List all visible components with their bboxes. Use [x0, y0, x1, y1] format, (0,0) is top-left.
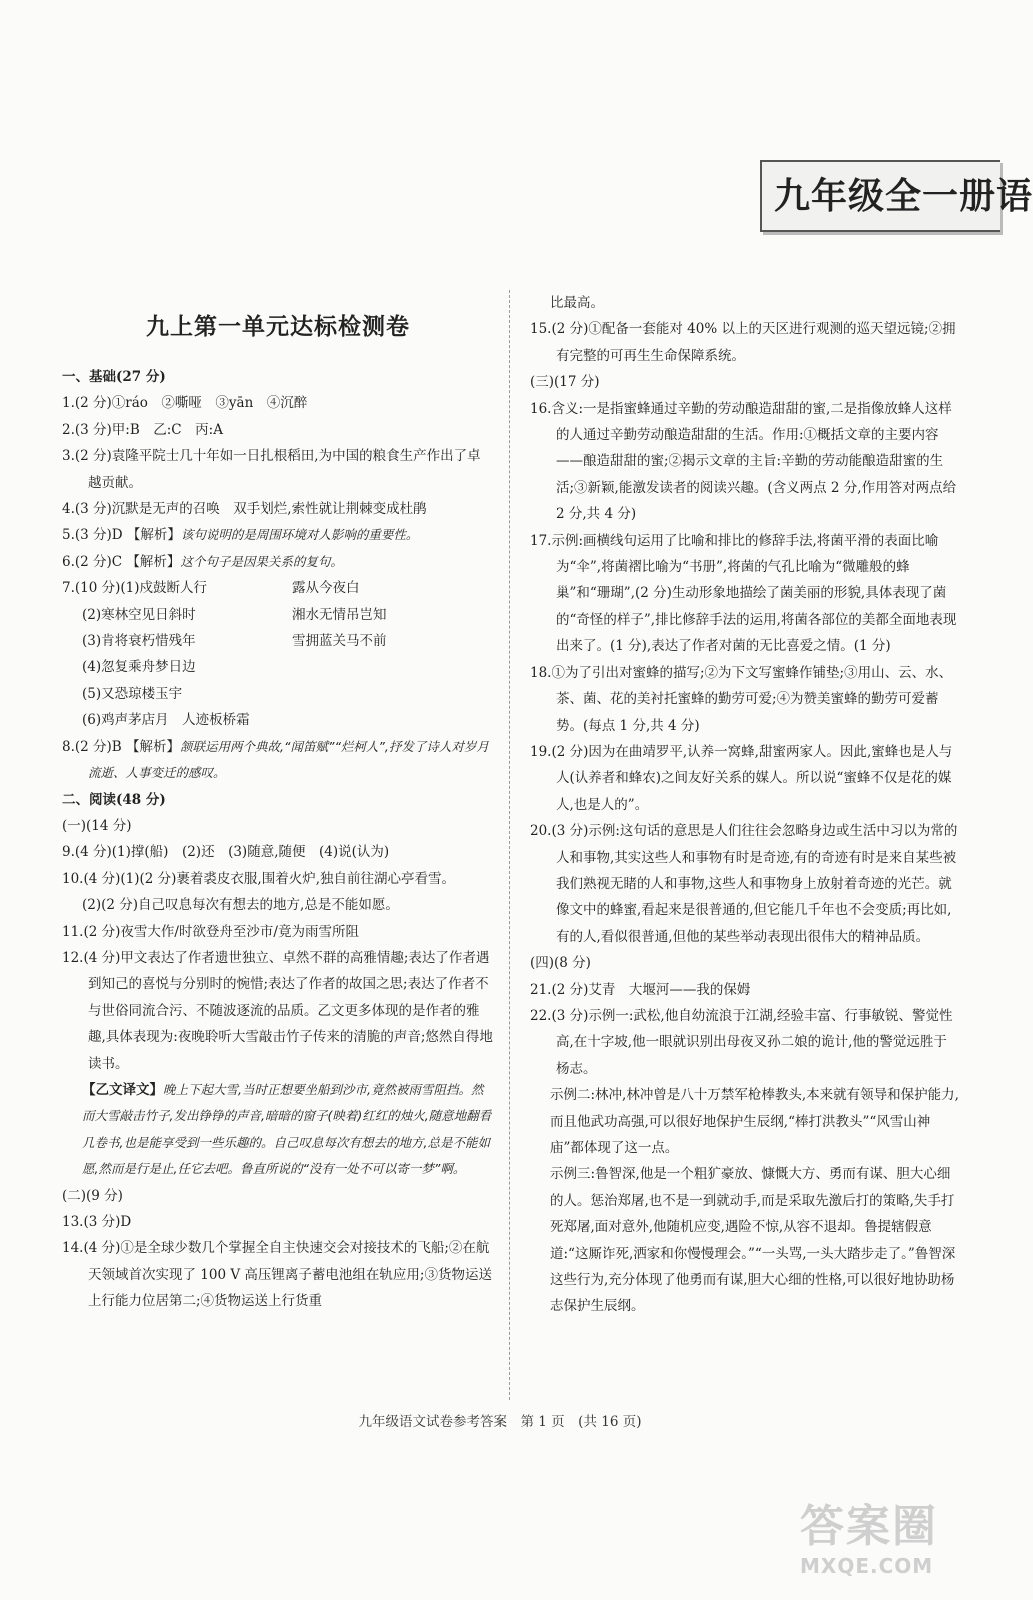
answer-7: 7.(10 分)(1)戍鼓断人行 露从今夜白 (2)寒林空见日斜时 湘水无情吊岂知 (3)肯将衰朽惜残年 雪拥蓝关马不前 (4)忽复乘舟梦日边 (5)又恐琼楼玉宇 (6)鸡声茅店月 人迹板桥霜 — [62, 580, 387, 729]
answer-20: 20.(3 分)示例:这句话的意思是人们往往会忽略身边或生活中习以为常的人和事物,其实这些人和事物有时是奇迹,有的奇迹有时是来自某些被我们熟视无睹的人和事物,这些人和事物身上放射着奇迹的光芒。就像文中的蜂蜜,看起来是很普通的,但它能几千年也不会变质;再比如,有的人,看似很普通,但他的某些举动表现出很伟大的精神品质。 — [530, 823, 958, 945]
column-divider — [509, 290, 510, 1400]
answer-8: 8.(2 分)B 【解析】颔联运用两个典故,“闻笛赋”“烂柯人”,抒发了诗人对岁月流逝、人事变迁的感叹。 — [62, 738, 489, 781]
answer-11: 11.(2 分)夜雪大作/时欲登舟至沙市/竟为雨雪所阻 — [62, 923, 359, 940]
answer-16: 16.含义:一是指蜜蜂通过辛勤的劳动酿造甜甜的蜜,二是指像放蜂人这样的人通过辛勤劳动酿造甜甜的生活。作用:①概括文章的主要内容——酿造甜甜的蜜;②揭示文章的主旨:辛勤的劳动能酿造甜蜜的生活;③新颖,能激发读者的阅读兴趣。(含义两点 2 分,作用答对两点给 2 分,共 4 分) — [530, 400, 957, 523]
answer-14: 14.(4 分)①是全球少数几个掌握全自主快速交会对接技术的飞船;②在航天领域首次实现了 100 V 高压锂离子蓄电池组在轨应用;③货物运送上行能力位居第二;④货物运送上行货重 — [62, 1240, 492, 1310]
subsection-3: (三)(17 分) — [530, 374, 600, 391]
answer-2: 2.(3 分)甲:B 乙:C 丙:A — [62, 421, 223, 438]
answer-10-part2: (2)(2 分)自己叹息每次有想去的地方,总是不能如愿。 — [82, 897, 399, 914]
answer-22-example-3: 示例三:鲁智深,他是一个粗犷豪放、慷慨大方、勇而有谋、胆大心细的人。惩治郑屠,也不是一到就动手,而是采取先激后打的策略,失手打死郑屠,面对意外,他随机应变,遇险不惊,从容不退却。鲁提辖假意道:“这厮诈死,洒家和你慢慢理会。”“一头骂,一头大踏步走了。”鲁智深这些行为,充分体现了他勇而有谋,胆大心细的性格,可以很好地协助杨志保护生辰纲。 — [550, 1166, 956, 1315]
answer-15: 15.(2 分)①配备一套能对 40% 以上的天区进行观测的巡天望远镜;②拥有完整的可再生生命保障系统。 — [530, 321, 956, 364]
answer-17: 17.示例:画横线句运用了比喻和排比的修辞手法,将菌平滑的表面比喻为“伞”,将菌褶比喻为“书册”,将菌的气孔比喻为“微雕般的蜂巢”和“珊瑚”,(2 分)生动形象地描绘了菌美丽的形貌,具体表现了菌的“奇怪的样子”,排比修辞手法的运用,将菌各部位的美都全面地表现出来了。(1 分),表达了作者对菌的无比喜爱之情。(1 分) — [530, 532, 957, 655]
answer-18: 18.①为了引出对蜜蜂的描写;②为下文写蜜蜂作铺垫;③用山、云、水、茶、菌、花的美衬托蜜蜂的勤劳可爱;④为赞美蜜蜂的勤劳可爱蓄势。(每点 1 分,共 4 分) — [530, 664, 953, 734]
right-column — [530, 290, 960, 1320]
section-reading: 二、阅读(48 分) — [62, 791, 166, 808]
answer-9: 9.(4 分)(1)撑(船) (2)还 (3)随意,随便 (4)说(认为) — [62, 844, 390, 861]
left-column — [62, 290, 494, 1315]
translation: 【乙文译文】晚上下起大雪,当时正想要坐船到沙市,竟然被雨雪阻挡。然而大雪敲击竹子,发出铮铮的声音,暗暗的窗子(映着)红红的烛火,随意地翻看几卷书,也是能享受到一些乐趣的。自己叹息每次有想去的地方,总是不能如愿,然而是行是止,任它去吧。鲁直所说的“没有一处不可以寄一梦”啊。 — [82, 1081, 492, 1177]
subsection-1: (一)(14 分) — [62, 817, 132, 834]
answer-6: 6.(2 分)C 【解析】这个句子是因果关系的复句。 — [62, 553, 343, 570]
answer-4: 4.(3 分)沉默是无声的召唤 双手划烂,索性就让荆棘变成杜鹃 — [62, 501, 427, 518]
watermark-logo — [800, 1500, 980, 1590]
answer-14-continued: 比最高。 — [550, 295, 604, 311]
answer-5: 5.(3 分)D 【解析】该句说明的是周围环境对人影响的重要性。 — [62, 527, 419, 544]
page-footer: 九年级语文试卷参考答案 第 1 页 (共 16 页) — [358, 1414, 642, 1430]
watermark-text: 答案圈 — [800, 1501, 938, 1552]
answer-10: 10.(4 分)(1)(2 分)裹着裘皮衣服,围着火炉,独自前往湖心亭看雪。 — [62, 870, 456, 887]
subsection-2: (二)(9 分) — [62, 1187, 123, 1204]
answer-21: 21.(2 分)艾青 大堰河——我的保姆 — [530, 981, 751, 998]
answer-1: 1.(2 分)①ráo ②嘶哑 ③yān ④沉醉 — [62, 395, 308, 412]
answer-12: 12.(4 分)甲文表达了作者遗世独立、卓然不群的高雅情趣;表达了作者遇到知己的喜悦与分别时的惋惜;表达了作者的故国之思;表达了作者不与世俗同流合污、不随波逐流的品质。乙文更多体现的是作者的雅趣,具体表现为:夜晚聆听大雪敲击竹子传来的清脆的声音;悠然自得地读书。 — [62, 949, 493, 1072]
answer-3: 3.(2 分)袁隆平院士几十年如一日扎根稻田,为中国的粮食生产作出了卓越贡献。 — [62, 448, 481, 491]
answer-22: 22.(3 分)示例一:武松,他自幼流浪于江湖,经验丰富、行事敏锐、警觉性高,在十字坡,他一眼就识别出母夜叉孙二娘的诡计,他的警觉远胜于杨志。 — [530, 1007, 953, 1077]
page-title: 九上第一单元达标检测卷 — [146, 313, 410, 340]
watermark-url: MXQE.COM — [800, 1554, 934, 1578]
book-banner: 九年级全一册语 — [760, 160, 1000, 232]
section-basics: 一、基础(27 分) — [62, 369, 166, 385]
answer-22-example-2: 示例二:林冲,林冲曾是八十万禁军枪棒教头,本来就有领导和保护能力,而且他武功高强,可以很好地保护生辰纲,“棒打洪教头”“风雪山神庙”都体现了这一点。 — [550, 1087, 959, 1156]
answer-13: 13.(3 分)D — [62, 1214, 132, 1230]
answer-19: 19.(2 分)因为在曲靖罗平,认养一窝蜂,甜蜜两家人。因此,蜜蜂也是人与人(认养者和蜂农)之间友好关系的媒人。所以说“蜜蜂不仅是花的媒人,也是人的”。 — [530, 743, 953, 813]
subsection-4: (四)(8 分) — [530, 955, 591, 972]
